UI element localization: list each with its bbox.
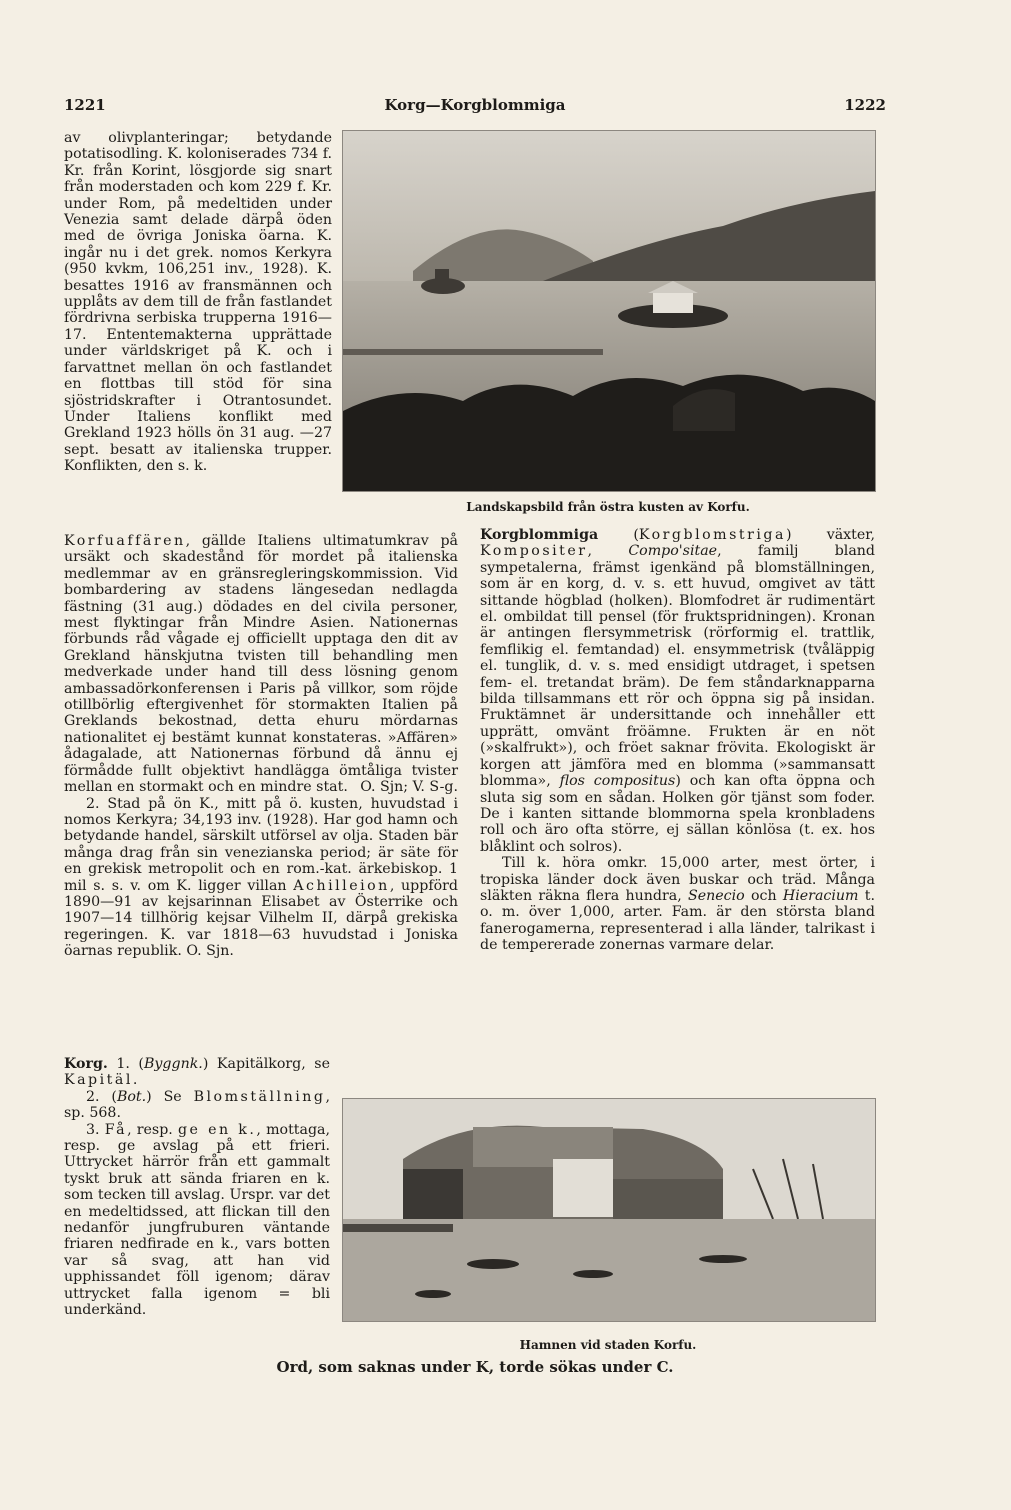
landscape-illustration — [343, 131, 875, 491]
paragraph-korfu-affair: Korfuaffären, gällde Italiens ultimatumkrav på ursäkt och skadestånd för mordet på italienska medlemmar av en gränsregleringskommission. Vid bombardering av stadens längesedan nedlagda fästning (31 aug.) dödades en del civila personer, mest flyktingar från Mindre Asien. Nationernas förbunds råd vågade ej officiellt upptaga den dit av Grekland hänskjutna tvisten till behandling men medverkade under hand till dess lösning genom ambassadörkonferensen i Paris på villkor, som röjde otillbörlig eftergivenhet för stormakten Italien på Greklands bekostnad, detta ehuru mördarnas nationalitet ej bestämt kunnat konstateras. »Affären» ådagalade, att Nationernas förbund då ännu ej förmådde fullt objektivt handlägga ömtåliga tvister mellan en stormakt och en mindre stat. O. Sjn; V. S-g. — [64, 533, 458, 796]
page-footer-note: Ord, som saknas under K, torde sökas under C. — [276, 1358, 674, 1376]
signature: O. Sjn. — [186, 943, 234, 960]
entry-headword: Korgblommiga — [480, 527, 599, 543]
cross-ref-blomstallning: Blomställning — [193, 1088, 326, 1105]
entry-korg-2: 2. (Bot.) Se Blomställning, sp. 568. — [64, 1088, 330, 1122]
running-header — [64, 96, 886, 120]
signature: O. Sjn; V. S-g. — [360, 779, 458, 796]
paragraph-korfu-city: 2. Stad på ön K., mitt på ö. kusten, huvudstad i nomos Kerkyra; 34,193 inv. (1928). Har god hamn och betydande handel, särskilt utförsel av olja. Staden bär många drag från sin venezianska period; är säte för en grekisk metropolit och en rom.-kat. ärkebiskop. 1 mil s. s. v. om K. ligger villan Achilleion, uppförd 1890—91 av kejsarinnan Elisabet av Österrike och 1907—14 tillhörig kejsar Vilhelm II, därpå grekiska regeringen. K. var 1818—63 huvudstad i Joniska öarnas republik. O. Sjn. — [64, 795, 458, 960]
figure-caption-1: Landskapsbild från östra kusten av Korfu. — [466, 500, 750, 514]
term-korfuaffaren: Korfuaffären — [64, 533, 186, 549]
entry-headword: Korg. — [64, 1056, 108, 1072]
column-left-lower — [64, 1056, 330, 1319]
paragraph-korgblommiga-species: Till k. höra omkr. 15,000 arter, mest örter, i tropiska länder dock även buskar och träd. Många släkten räkna flera hundra, Senecio och Hieracium t. o. m. över 1,000, arter. Fam. är den största bland fanerogamerna, representerad i alla länder, talrikast i de tempererade zonernas varmare delar. — [480, 855, 875, 954]
entry-korgblommiga: Korgblommiga (Korgblomstriga) växter, Kompositer, Compo'sitae, familj bland sympetalerna, främst igenkänd på blomställningen, som är en korg, d. v. s. ett huvud, omgivet av tätt sittande högblad (holken). Blomfodret är rudimentärt el. ombildat till pensel (för fruktspridningen). Kronan är antingen flersymmetrisk (rörformig el. trattlik, femflikig el. femtandad) el. ensymmetrisk (tvåläppig el. tunglik, d. v. s. med ensidigt utdraget, i spetsen fem- el. tretandat bräm). De fem ståndarknapparna bilda tillsammans ett rör och öppna sig på insidan. Fruktämnet är undersittande och innehåller ett upprätt, omvänt fröämne. Frukten är en nöt (»skalfrukt»), och fröet saknar frövita. Ekologiskt är korgen att jämföra med en blomma (»sammansatt blomma», flos compositus) och kan ofta öppna och sluta sig som en sådan. Holken gör tjänst som foder. De i kanten sittande blommorna spela kronbladens roll och äro ofta större, ej sällan könlösa (t. ex. hos blåklint och solros). — [480, 527, 876, 855]
cross-ref-kapital: Kapitäl — [64, 1072, 133, 1089]
term-achilleion: Achilleion — [293, 877, 390, 894]
column-left-upper — [64, 130, 332, 475]
harbour-illustration — [343, 1099, 875, 1321]
entry-korg-1: Korg. 1. (Byggnk.) Kapitälkorg, se Kapitäl. — [64, 1056, 330, 1089]
page-number-left: 1221 — [64, 96, 106, 114]
photo-landscape-korfu — [342, 130, 876, 492]
column-right — [480, 527, 875, 954]
entry-korg-3: 3. Få, resp. ge en k., mottaga, resp. ge avslag på ett frieri. Uttrycket härrör från ett gammalt tyskt bruk att sända friaren en k. som tecken till avslag. Urspr. var det en medeltidssed, att flickan till den nedanför jungfruburen väntande friaren nedfirade en k., vars botten var så svag, att han vid upphissandet föll igenom; därav uttrycket falla igenom = bli underkänd. — [64, 1121, 331, 1319]
page-number-right: 1222 — [844, 96, 886, 114]
paragraph-korfu-history: av olivplanteringar; betydande potatisodling. K. koloniserades 734 f. Kr. från Korint, lösgjorde sig snart från moderstaden och kom 229 f. Kr. under Rom, på medeltiden under Venezia samt delade därpå öden med de övriga Joniska öarna. K. ingår nu i det grek. nomos Kerkyra (950 kvkm, 106,251 inv., 1928). K. besattes 1916 av fransmännen och upplåts av dem till de från fastlandet fördrivna serbiska trupperna 1916—17. Ententemakterna upprättade under världskriget på K. och i farvattnet mellan ön och fastlandet en flottbas till stöd för sina sjöstridskrafter i Otrantosundet. Under Italiens konflikt med Grekland 1923 hölls ön 31 aug. —27 sept. besatt av italienska trupper. Konflikten, den s. k. — [64, 130, 332, 475]
photo-harbour-korfu — [342, 1098, 876, 1322]
figure-caption-2: Hamnen vid staden Korfu. — [519, 1338, 697, 1352]
header-title: Korg—Korgblommiga — [384, 96, 566, 114]
column-left-middle — [64, 533, 458, 960]
